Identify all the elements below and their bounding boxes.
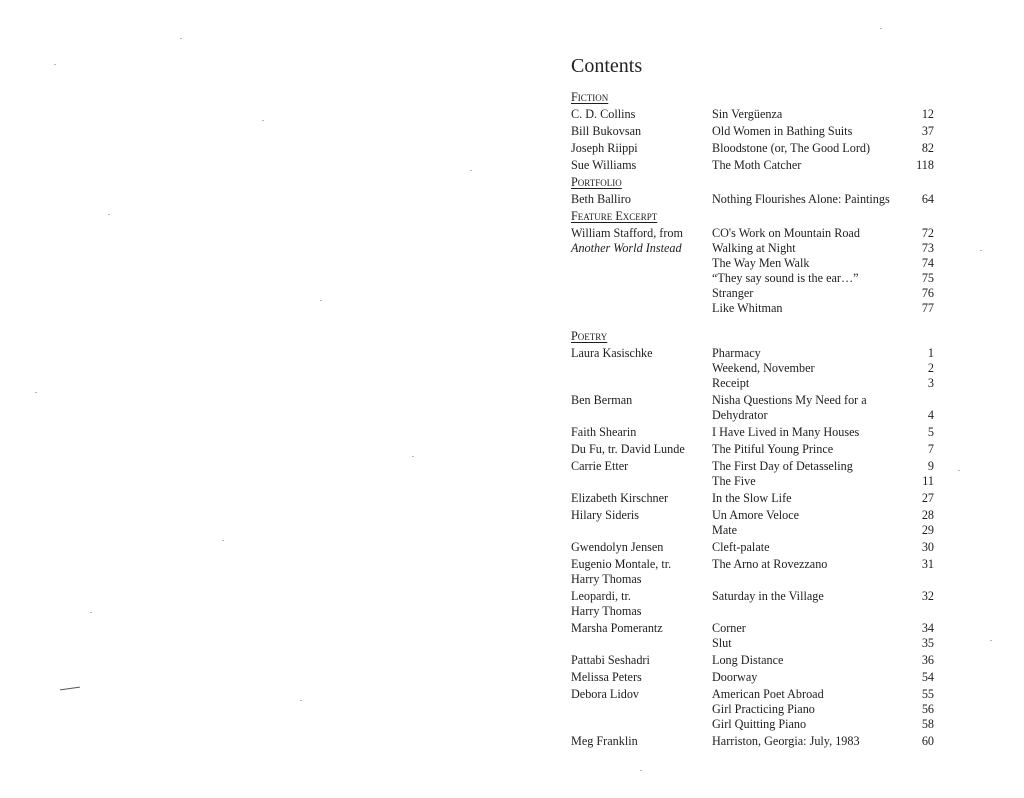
toc-entry: [571, 687, 934, 732]
toc-entry: [571, 425, 934, 440]
page-number: 30: [921, 540, 934, 554]
work-title: Slut: [712, 636, 732, 650]
work-title: Harriston, Georgia: July, 1983: [712, 734, 860, 748]
toc-entry: [571, 491, 934, 506]
work-line: [712, 540, 934, 555]
page-number: 73: [921, 241, 934, 255]
toc-entry: [571, 107, 934, 122]
work-line: [712, 734, 934, 749]
page-number: 27: [921, 491, 934, 505]
author-name: Beth Balliro: [571, 192, 631, 206]
author-name: C. D. Collins: [571, 107, 636, 121]
toc-entry: [571, 393, 934, 423]
work-line: [712, 653, 934, 668]
page-number: 55: [921, 687, 934, 701]
page-number: 35: [921, 636, 934, 650]
work-line: [712, 301, 934, 316]
section-heading-poetry: Poetry: [571, 329, 608, 343]
author-name: Hilary Sideris: [571, 508, 640, 522]
work-title: Corner: [712, 621, 746, 635]
author-text: William Stafford, from: [571, 226, 683, 240]
section-heading-portfolio: Portfolio: [571, 175, 622, 189]
page-number: [910, 393, 934, 408]
work-title: Walking at Night: [712, 241, 796, 255]
page-number: 11: [922, 474, 934, 488]
section-heading-fiction: Fiction: [571, 90, 609, 104]
work-title: “They say sound is the ear…”: [712, 271, 859, 285]
work-title: Sin Vergüenza: [712, 107, 783, 121]
work-line: [712, 361, 934, 376]
toc-entry: [571, 442, 934, 457]
work-line: [712, 376, 934, 391]
work-title: Cleft-palate: [712, 540, 770, 554]
author-name: [571, 557, 712, 587]
toc-entry: [571, 346, 934, 391]
work-title: The Five: [712, 474, 756, 488]
author-name: Marsha Pomerantz: [571, 621, 663, 635]
toc-entry: [571, 621, 934, 651]
work-line: [712, 346, 934, 361]
author-name: Carrie Etter: [571, 459, 629, 473]
toc-entry: [571, 734, 934, 749]
work-line: [712, 141, 934, 156]
work-title: Stranger: [712, 286, 754, 300]
page-number: 75: [921, 271, 934, 285]
toc-entry: [571, 557, 934, 587]
page-number: 28: [921, 508, 934, 522]
page-number: 3: [927, 376, 934, 390]
toc-entry: [571, 158, 934, 173]
work-title: The Pitiful Young Prince: [712, 442, 834, 456]
toc-entry: [571, 653, 934, 668]
toc-entry: [571, 226, 934, 316]
work-title: Weekend, November: [712, 361, 815, 375]
page-number: 118: [916, 158, 934, 172]
work-line: [712, 523, 934, 538]
work-line: [712, 687, 934, 702]
toc-entry: [571, 670, 934, 685]
page-number: 60: [921, 734, 934, 748]
page-number: 56: [921, 702, 934, 716]
scan-mark: [60, 687, 80, 691]
work-title: Un Amore Veloce: [712, 508, 800, 522]
work-line: [712, 636, 934, 651]
work-title: I Have Lived in Many Houses: [712, 425, 860, 439]
work-title: Like Whitman: [712, 301, 783, 315]
work-line: [712, 408, 934, 423]
work-title: Doorway: [712, 670, 758, 684]
page-number: 82: [921, 141, 934, 155]
page-number: 29: [921, 523, 934, 537]
work-title: Nothing Flourishes Alone: Paintings: [712, 192, 890, 206]
work-title: The Way Men Walk: [712, 256, 810, 270]
author-name: Elizabeth Kirschner: [571, 491, 669, 505]
author-line: Harry Thomas: [571, 572, 642, 586]
author-name: [571, 589, 712, 619]
work-title: The Arno at Rovezzano: [712, 557, 828, 571]
work-line: [712, 491, 934, 506]
page-number: 12: [921, 107, 934, 121]
work-line: [712, 158, 934, 173]
page-number: 76: [921, 286, 934, 300]
author-name: Joseph Riippi: [571, 141, 638, 155]
work-title: The First Day of Detasseling: [712, 459, 853, 473]
page-number: 36: [921, 653, 934, 667]
page-number: 72: [921, 226, 934, 240]
toc-entry: [571, 124, 934, 139]
work-line: [712, 271, 934, 286]
author-name: Bill Bukovsan: [571, 124, 642, 138]
work-title: Nisha Questions My Need for a: [712, 393, 867, 407]
page-number: 9: [927, 459, 934, 473]
author-name: Du Fu, tr. David Lunde: [571, 442, 685, 456]
work-line: [712, 256, 934, 271]
author-name: Laura Kasischke: [571, 346, 653, 360]
page-number: 1: [927, 346, 934, 360]
work-title: In the Slow Life: [712, 491, 792, 505]
page-number: 54: [921, 670, 934, 684]
work-line: [712, 241, 934, 256]
page-number: 32: [921, 589, 934, 603]
work-line: [712, 442, 934, 457]
work-line: [712, 702, 934, 717]
page-number: 64: [921, 192, 934, 206]
page-number: 58: [921, 717, 934, 731]
work-line: [712, 717, 934, 732]
author-name: Meg Franklin: [571, 734, 638, 748]
work-line: [712, 124, 934, 139]
toc-entry: [571, 192, 934, 207]
work-title: The Moth Catcher: [712, 158, 802, 172]
work-title: Receipt: [712, 376, 750, 390]
author-name: [571, 226, 712, 316]
author-name: Pattabi Seshadri: [571, 653, 650, 667]
toc-entry: [571, 459, 934, 489]
work-title: CO's Work on Mountain Road: [712, 226, 860, 240]
author-line: Harry Thomas: [571, 604, 642, 618]
book-title: Another World Instead: [571, 241, 682, 255]
author-name: Gwendolyn Jensen: [571, 540, 664, 554]
toc-entry: [571, 508, 934, 538]
toc-entry: [571, 540, 934, 555]
work-line: [712, 107, 934, 122]
table-of-contents: [571, 90, 934, 749]
work-line: [712, 508, 934, 523]
work-title: Old Women in Bathing Suits: [712, 124, 853, 138]
page-number: 34: [921, 621, 934, 635]
work-line: [712, 286, 934, 301]
page-title: Contents: [571, 55, 643, 77]
author-name: Melissa Peters: [571, 670, 642, 684]
page-number: 77: [921, 301, 934, 315]
work-title: Long Distance: [712, 653, 784, 667]
work-title: Mate: [712, 523, 738, 537]
work-title: Girl Practicing Piano: [712, 702, 815, 716]
work-line: [712, 621, 934, 636]
work-line: [712, 557, 934, 572]
page-number: 74: [921, 256, 934, 270]
work-title: Saturday in the Village: [712, 589, 824, 603]
work-title: Dehydrator: [712, 408, 768, 422]
page-number: 2: [927, 361, 934, 375]
author-name: Ben Berman: [571, 393, 633, 407]
toc-entry: [571, 589, 934, 619]
work-title: Girl Quitting Piano: [712, 717, 807, 731]
work-line: [712, 670, 934, 685]
author-name: Faith Shearin: [571, 425, 637, 439]
work-line: [712, 393, 934, 408]
work-line: [712, 474, 934, 489]
work-line: [712, 226, 934, 241]
author-line: Leopardi, tr.: [571, 589, 631, 603]
work-line: [712, 425, 934, 440]
work-title: Pharmacy: [712, 346, 761, 360]
page-number: 37: [921, 124, 934, 138]
work-title: Bloodstone (or, The Good Lord): [712, 141, 871, 155]
page-number: 7: [927, 442, 934, 456]
page-number: 31: [921, 557, 934, 571]
work-line: [712, 192, 934, 207]
page-number: 5: [927, 425, 934, 439]
author-name: Debora Lidov: [571, 687, 640, 701]
work-line: [712, 589, 934, 604]
author-line: Eugenio Montale, tr.: [571, 557, 672, 571]
author-name: Sue Williams: [571, 158, 637, 172]
page-number: 4: [927, 408, 934, 422]
work-title: American Poet Abroad: [712, 687, 824, 701]
toc-entry: [571, 141, 934, 156]
section-heading-feature-excerpt: Feature Excerpt: [571, 209, 658, 223]
work-line: [712, 459, 934, 474]
